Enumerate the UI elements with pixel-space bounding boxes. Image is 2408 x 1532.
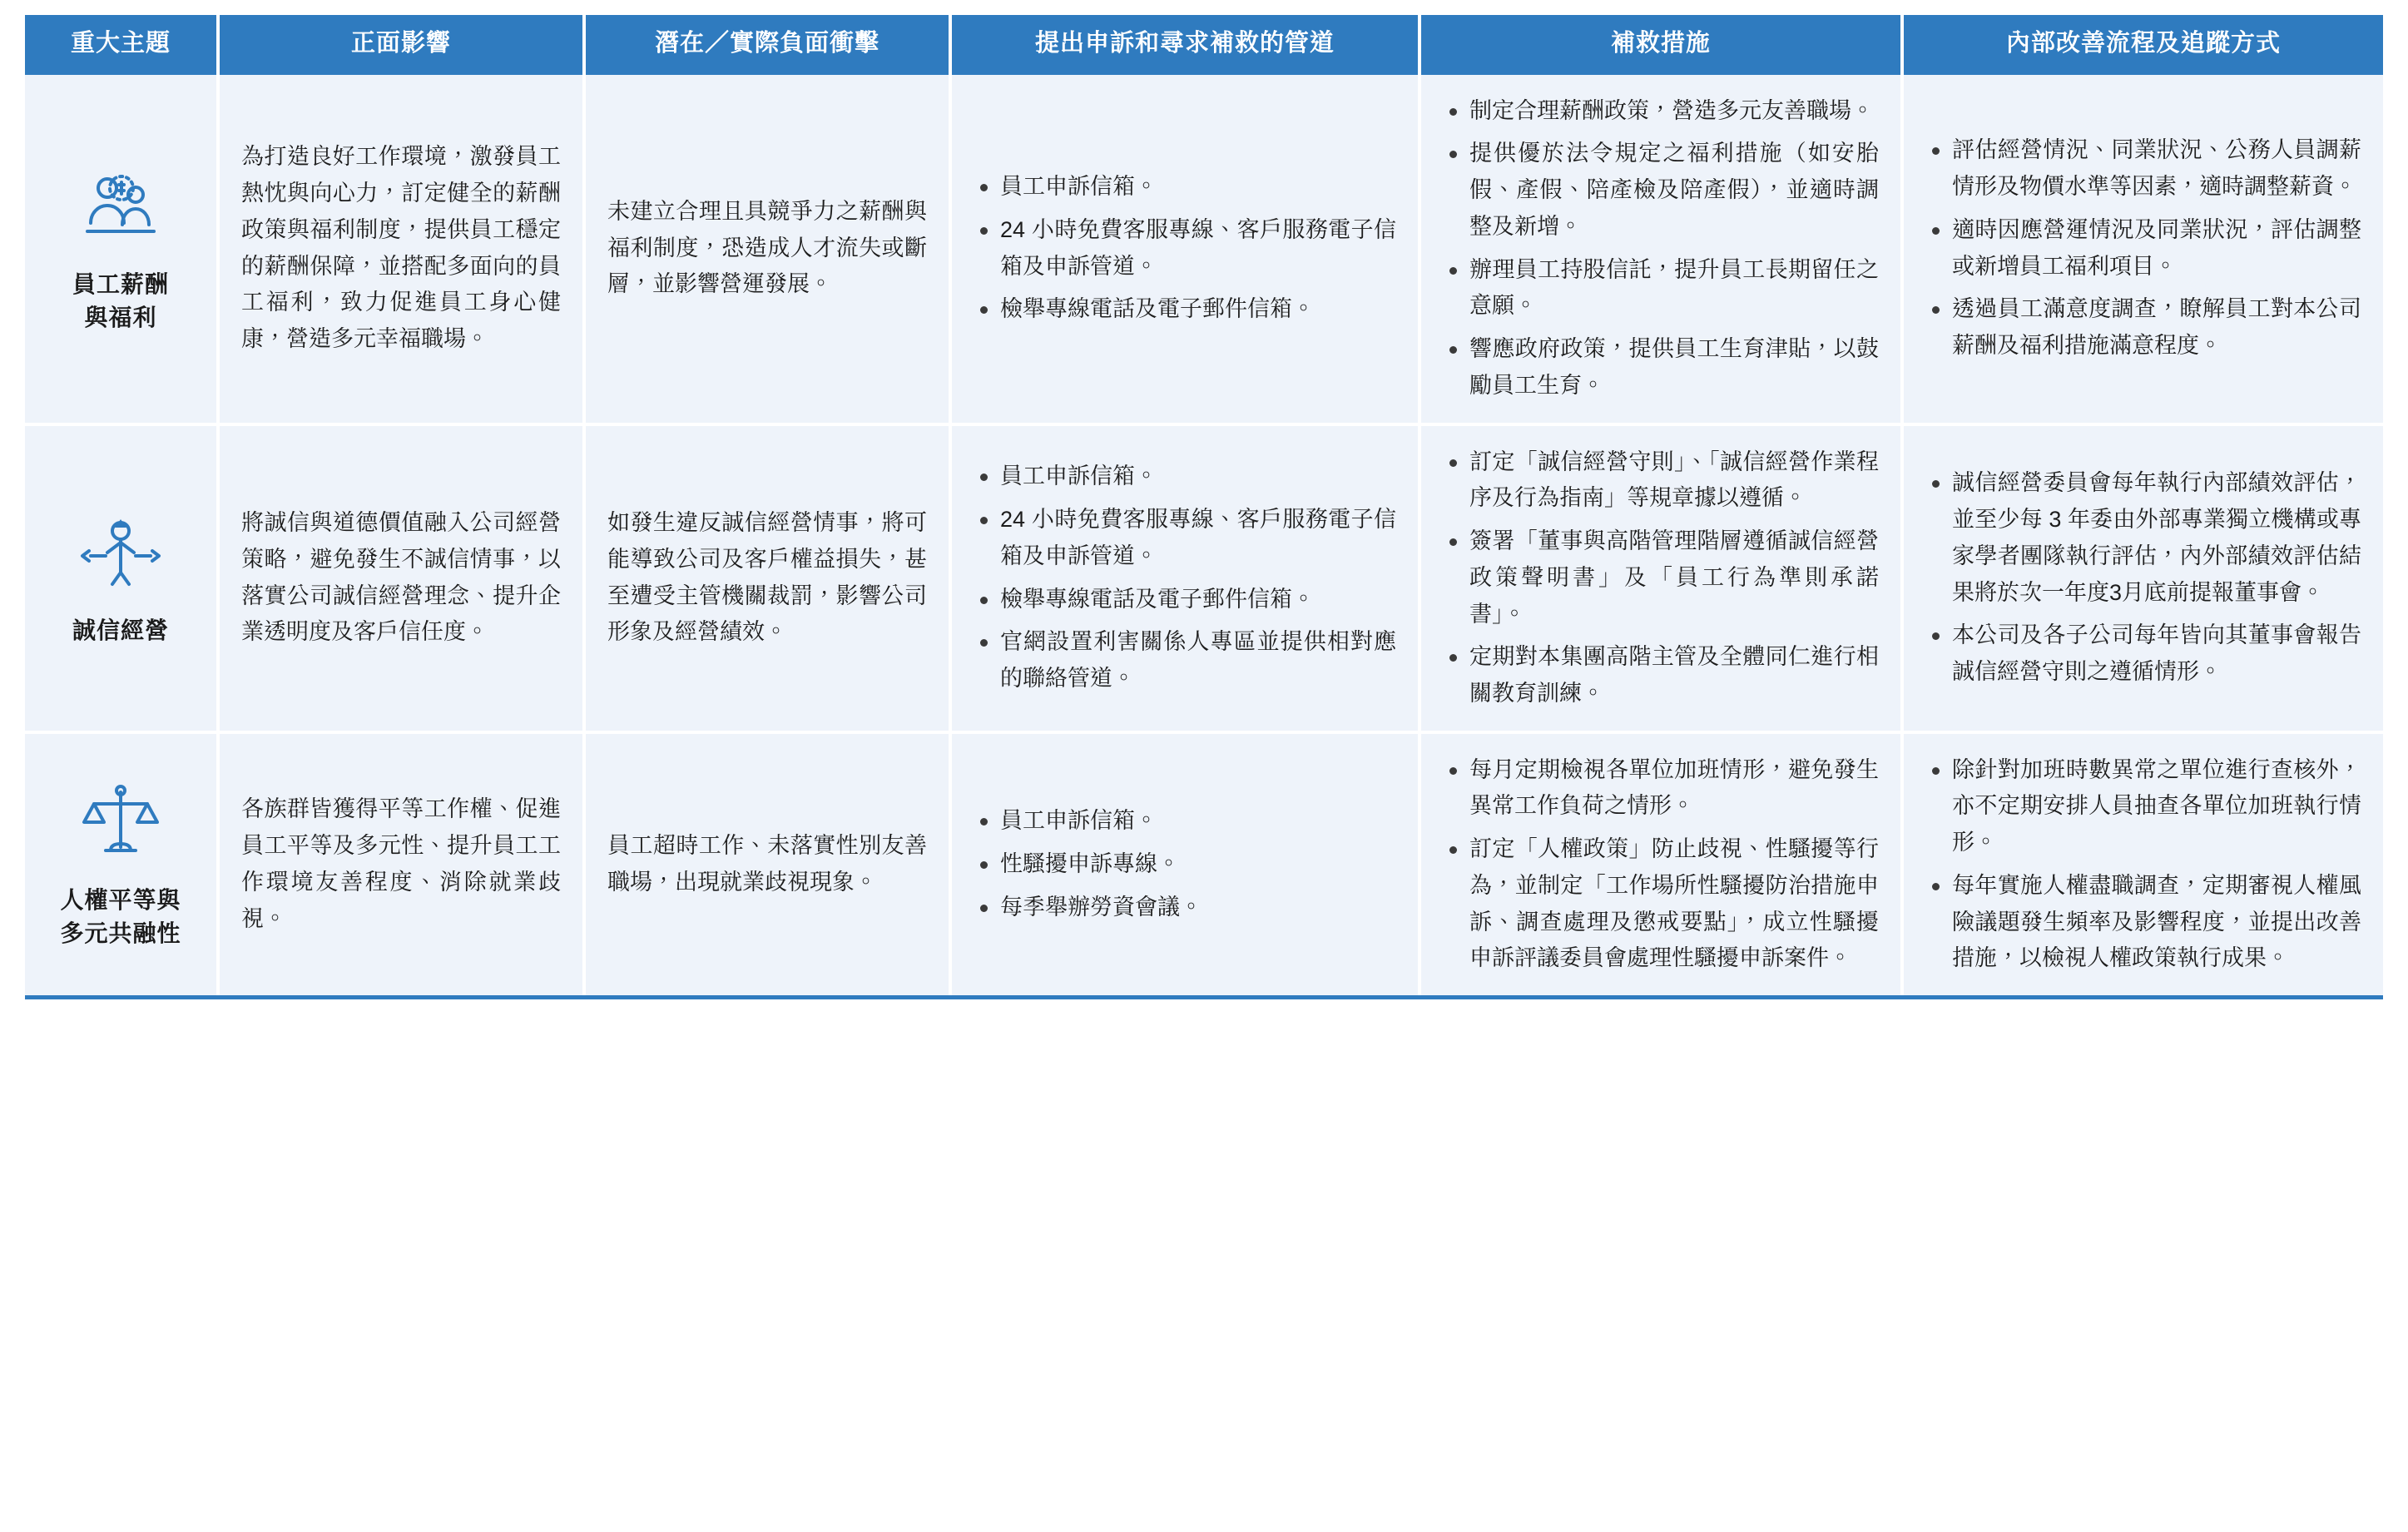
remedies-cell [1420,75,1902,424]
topic-cell-human-rights [25,732,218,995]
internal-improvement-cell [1902,424,2383,732]
list-item: 評估經營情況、同業狀況、公務人員調薪情形及物價水準等因素，適時調整薪資。 [1925,132,2361,205]
positive-impact-cell: 將誠信與道德價值融入公司經營策略，避免發生不誠信情事，以落實公司誠信經營理念、提升企業透明度及客戶信任度。 [218,424,584,732]
materiality-impact-table [25,15,2383,995]
topic-label: 員工薪酬 與福利 [72,270,169,330]
list-item: 檢舉專線電話及電子郵件信箱。 [974,582,1396,618]
topic-cell-employee-benefits [25,75,218,424]
internal-improvement-cell [1902,732,2383,995]
table-row [25,75,2383,424]
header-row [25,15,2383,75]
list-item: 訂定「誠信經營守則」、「誠信經營作業程序及行為指南」等規章據以遵循。 [1443,444,1879,517]
list-item: 員工申訴信箱。 [974,169,1396,206]
header-cell-grievance-channels: 提出申訴和尋求補救的管道 [950,15,1420,75]
list-item: 簽署「董事與高階管理階層遵循誠信經營政策聲明書」及「員工行為準則承諾書」。 [1443,523,1879,632]
remedies-cell [1420,732,1902,995]
table-row [25,424,2383,732]
topic-cell-integrity [25,424,218,732]
header-cell-topic: 重大主題 [25,15,218,75]
remedies-list [1443,93,1879,404]
list-item: 每月定期檢視各單位加班情形，避免發生異常工作負荷之情形。 [1443,752,1879,825]
list-item: 24 小時免費客服專線、客戶服務電子信箱及申訴管道。 [974,212,1396,285]
grievance-channels-cell [950,75,1420,424]
list-item: 制定合理薪酬政策，營造多元友善職場。 [1443,93,1879,130]
negative-impact-cell: 員工超時工作、未落實性別友善職場，出現就業歧視現象。 [584,732,950,995]
list-item: 24 小時免費客服專線、客戶服務電子信箱及申訴管道。 [974,502,1396,574]
list-item: 訂定「人權政策」防止歧視、性騷擾等行為，並制定「工作場所性騷擾防治措施申訴、調查處理及懲戒要點」，成立性騷擾申訴評議委員會處理性騷擾申訴案件。 [1443,831,1879,977]
list-item: 性騷擾申訴專線。 [974,846,1396,883]
grievance-channels-list [974,803,1396,925]
list-item: 提供優於法令規定之福利措施（如安胎假、產假、陪產檢及陪產假），並適時調整及新增。 [1443,136,1879,245]
header-cell-remedies: 補救措施 [1420,15,1902,75]
list-item: 誠信經營委員會每年執行內部績效評估，並至少每 3 年委由外部專業獨立機構或專家學者團隊執行評估，內外部績效評估結果將於次一年度3月底前提報董事會。 [1925,465,2361,611]
grievance-channels-cell [950,732,1420,995]
integrity-compass-icon [74,509,167,602]
bottom-rule [25,995,2383,999]
positive-impact-cell: 為打造良好工作環境，激發員工熱忱與向心力，訂定健全的薪酬政策與福利制度，提供員工穩定的薪酬保障，並搭配多面向的員工福利，致力促進員工身心健康，營造多元幸福職場。 [218,75,584,424]
list-item: 員工申訴信箱。 [974,459,1396,495]
remedies-list [1443,444,1879,712]
internal-improvement-cell [1902,75,2383,424]
list-item: 每年實施人權盡職調查，定期審視人權風險議題發生頻率及影響程度，並提出改善措施，以檢視人權政策執行成果。 [1925,868,2361,977]
grievance-channels-list [974,459,1396,697]
list-item: 每季舉辦勞資會議。 [974,890,1396,926]
topic-label: 人權平等與 多元共融性 [60,887,181,946]
list-item: 定期對本集團高階主管及全體同仁進行相關教育訓練。 [1443,639,1879,711]
negative-impact-cell: 如發生違反誠信經營情事，將可能導致公司及客戶權益損失，甚至遭受主管機關裁罰，影響公司形象及經營績效。 [584,424,950,732]
list-item: 適時因應營運情況及同業狀況，評估調整或新增員工福利項目。 [1925,212,2361,285]
list-item: 透過員工滿意度調查，瞭解員工對本公司薪酬及福利措施滿意程度。 [1925,291,2361,364]
internal-improvement-list [1925,752,2361,977]
employee-benefits-icon [74,163,167,256]
list-item: 官網設置利害關係人專區並提供相對應的聯絡管道。 [974,624,1396,697]
table-body [25,75,2383,995]
human-rights-scales-icon [74,779,167,872]
header-cell-positive-impact: 正面影響 [218,15,584,75]
list-item: 檢舉專線電話及電子郵件信箱。 [974,291,1396,328]
list-item: 員工申訴信箱。 [974,803,1396,840]
negative-impact-cell: 未建立合理且具競爭力之薪酬與福利制度，恐造成人才流失或斷層，並影響營運發展。 [584,75,950,424]
table-row [25,732,2383,995]
positive-impact-cell: 各族群皆獲得平等工作權、促進員工平等及多元性、提升員工工作環境友善程度、消除就業歧視。 [218,732,584,995]
list-item: 本公司及各子公司每年皆向其董事會報告誠信經營守則之遵循情形。 [1925,617,2361,690]
remedies-list [1443,752,1879,977]
list-item: 響應政府政策，提供員工生育津貼，以鼓勵員工生育。 [1443,331,1879,404]
header-cell-internal-improvement: 內部改善流程及追蹤方式 [1902,15,2383,75]
grievance-channels-cell [950,424,1420,732]
header-cell-negative-impact: 潛在／實際負面衝擊 [584,15,950,75]
remedies-cell [1420,424,1902,732]
grievance-channels-list [974,169,1396,328]
list-item: 除針對加班時數異常之單位進行查核外，亦不定期安排人員抽查各單位加班執行情形。 [1925,752,2361,861]
internal-improvement-list [1925,465,2361,690]
list-item: 辦理員工持股信託，提升員工長期留任之意願。 [1443,252,1879,325]
topic-label: 誠信經營 [72,617,169,643]
table-header [25,15,2383,75]
internal-improvement-list [1925,132,2361,364]
